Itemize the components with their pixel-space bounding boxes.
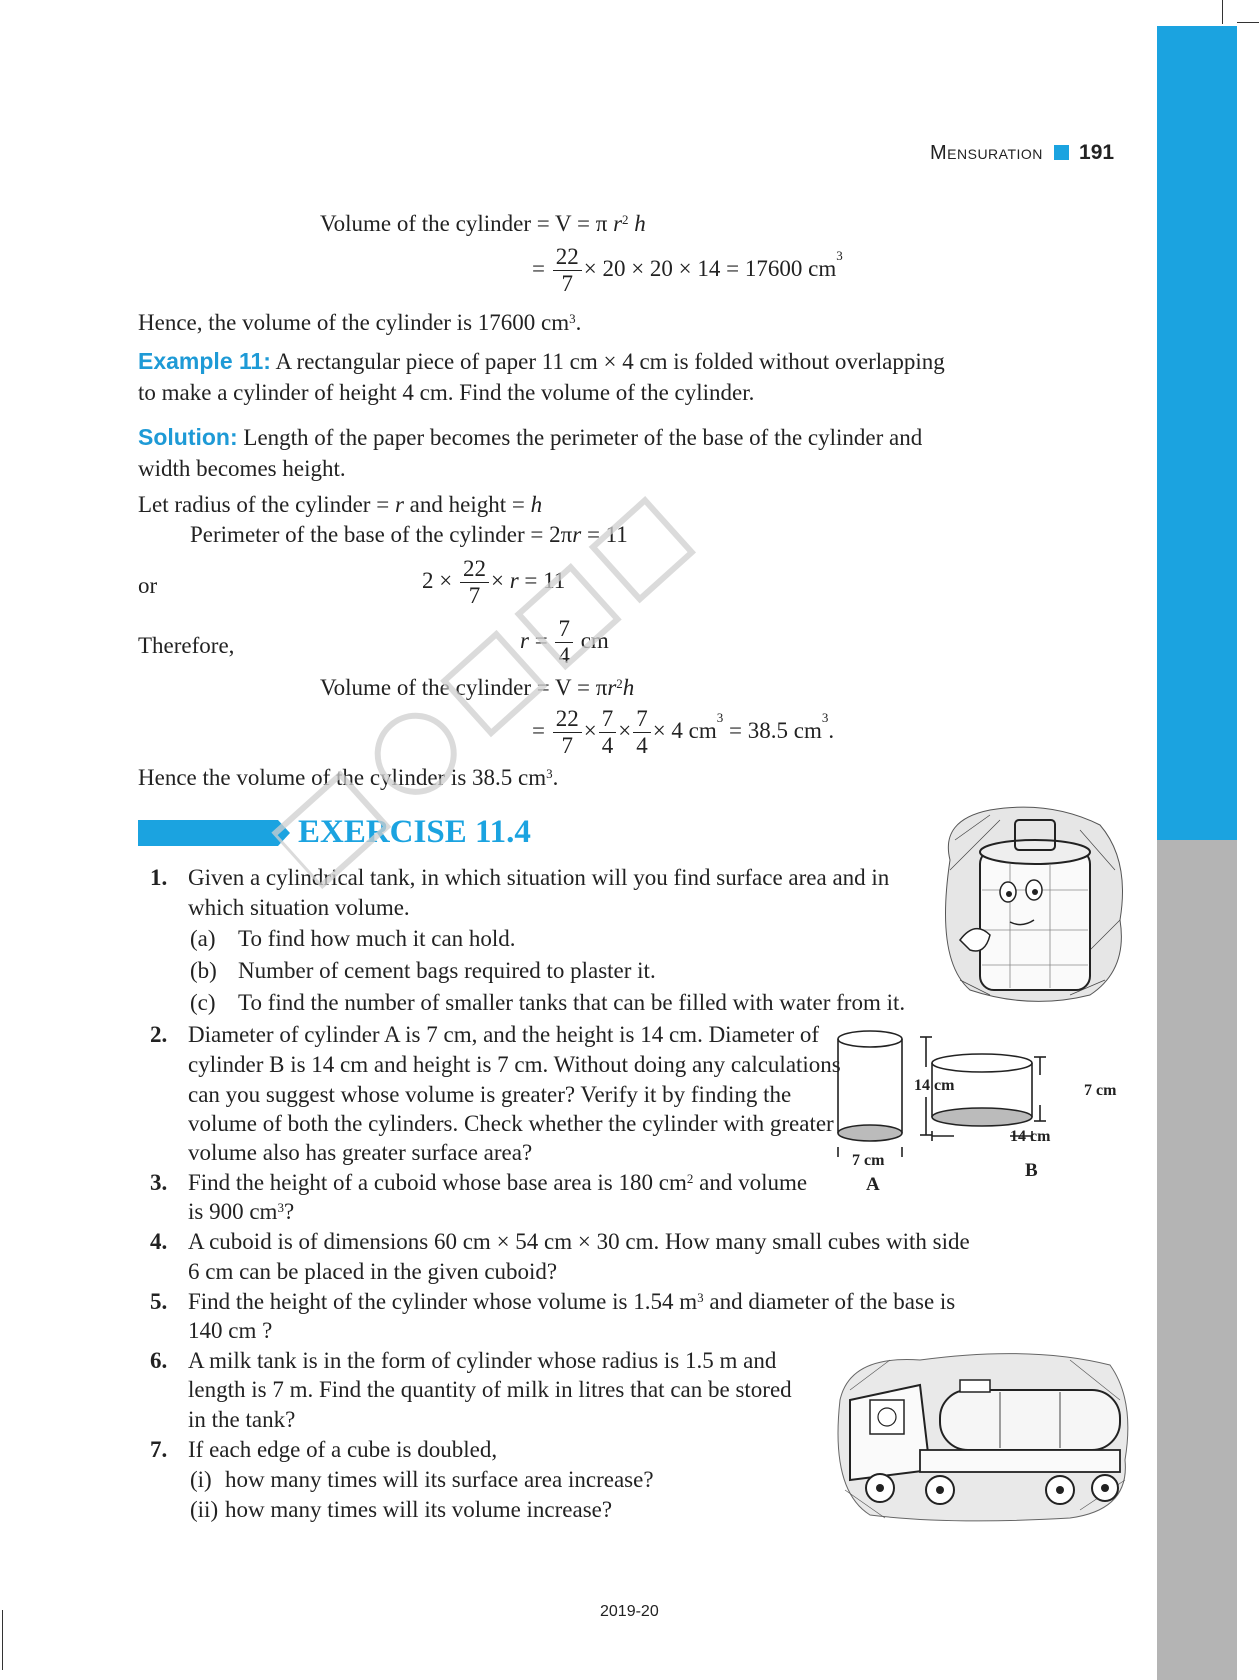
volume-label: Volume of the cylinder = V = π bbox=[320, 675, 608, 700]
times: × bbox=[583, 717, 597, 743]
sup: 3 bbox=[716, 710, 724, 725]
fraction-7-4 bbox=[599, 706, 617, 759]
crop-mark-top bbox=[1222, 0, 1223, 24]
example-label: Example 11: bbox=[138, 348, 271, 374]
q6-number: 6. bbox=[150, 1348, 168, 1373]
section-title: Mensuration bbox=[930, 142, 1043, 164]
q1-number: 1. bbox=[150, 865, 168, 890]
q7-i-label: (i) bbox=[190, 1467, 212, 1492]
fraction-numerator: 22 bbox=[553, 244, 582, 271]
fraction-numerator: 22 bbox=[460, 556, 489, 583]
q2-line-2: cylinder B is 14 cm and height is 7 cm. Without doing any calculations bbox=[188, 1052, 841, 1077]
q3-line-1 bbox=[188, 1167, 807, 1198]
running-header bbox=[930, 141, 1114, 165]
q1-a-label: (a) bbox=[190, 926, 216, 951]
var-r: r bbox=[613, 211, 623, 236]
q7-i: how many times will its surface area increase? bbox=[225, 1467, 654, 1492]
q7-ii-label: (ii) bbox=[190, 1497, 219, 1522]
top-conclusion bbox=[138, 307, 581, 338]
milk-tanker-illustration bbox=[830, 1340, 1140, 1525]
fraction-denominator: 4 bbox=[636, 733, 648, 758]
solution-line-1: Length of the paper becomes the perimeter of the base of the cylinder and bbox=[237, 425, 923, 450]
q2-line-3: can you suggest whose volume is greater? Verify it by finding the bbox=[188, 1082, 792, 1107]
calc-rest: × 20 × 20 × 14 = 17600 cm bbox=[583, 255, 837, 281]
let-line bbox=[138, 489, 542, 520]
q5-line-1 bbox=[188, 1286, 955, 1317]
let-mid: and height = bbox=[403, 492, 531, 517]
unit-cm: cm bbox=[574, 627, 609, 653]
fraction-22-7 bbox=[553, 244, 582, 297]
q4-number: 4. bbox=[150, 1229, 168, 1254]
page-number: 191 bbox=[1079, 141, 1115, 164]
fraction-denominator: 4 bbox=[558, 643, 570, 668]
q1-line-2: which situation volume. bbox=[188, 895, 410, 920]
fraction-denominator: 7 bbox=[561, 271, 573, 296]
q7-number: 7. bbox=[150, 1437, 168, 1462]
q3-text-end: and volume bbox=[693, 1170, 808, 1195]
q2-number: 2. bbox=[150, 1022, 168, 1047]
fraction-numerator: 22 bbox=[553, 706, 582, 733]
let-text: Let radius of the cylinder = bbox=[138, 492, 395, 517]
q3-text: is 900 cm bbox=[188, 1199, 278, 1224]
var-h: h bbox=[628, 211, 646, 236]
q4-line-2: 6 cm can be placed in the given cuboid? bbox=[188, 1259, 558, 1284]
or-end: = 11 bbox=[518, 567, 566, 593]
example-11 bbox=[138, 346, 945, 377]
period: . bbox=[552, 765, 559, 790]
equals: = bbox=[532, 255, 551, 281]
q6-line-1: A milk tank is in the form of cylinder whose radius is 1.5 m and bbox=[188, 1348, 777, 1373]
q5-text-end: and diameter of the base is bbox=[703, 1289, 956, 1314]
equals: = bbox=[532, 717, 551, 743]
calc-end: = 38.5 cm bbox=[723, 717, 822, 743]
var-r: r bbox=[394, 492, 404, 517]
cylinder-a-label: A bbox=[866, 1174, 880, 1195]
cylinder-b-height-label: 7 cm bbox=[1084, 1082, 1117, 1099]
example-line-1: A rectangular piece of paper 11 cm × 4 cm is folded without overlapping bbox=[270, 349, 945, 374]
cylinder-a-diameter-label: 7 cm bbox=[852, 1152, 885, 1169]
fraction-numerator: 7 bbox=[555, 616, 573, 643]
q1-c: To find the number of smaller tanks that can be filled with water from it. bbox=[238, 990, 906, 1015]
q5-line-2: 140 cm ? bbox=[188, 1318, 273, 1343]
solution bbox=[138, 422, 922, 453]
q1-a: To find how much it can hold. bbox=[238, 926, 516, 951]
q5-text: Find the height of the cylinder whose volume is 1.54 m bbox=[188, 1289, 698, 1314]
sup: 3 bbox=[697, 1290, 704, 1305]
var-h: h bbox=[530, 492, 543, 517]
sup: 3 bbox=[821, 710, 829, 725]
q3-line-2 bbox=[188, 1196, 294, 1227]
tank-cartoon-illustration bbox=[930, 800, 1130, 1015]
q1-b: Number of cement bags required to plaster it. bbox=[238, 958, 656, 983]
exercise-title: EXERCISE 11.4 bbox=[298, 814, 531, 850]
sup: 2 bbox=[686, 1171, 694, 1186]
q2-line-5: volume also has greater surface area? bbox=[188, 1140, 533, 1165]
sup: 3 bbox=[277, 1200, 284, 1215]
top-volume-line bbox=[320, 208, 646, 239]
sup: 2 bbox=[616, 676, 623, 691]
fraction-denominator: 7 bbox=[468, 583, 481, 608]
sup: 3 bbox=[836, 248, 843, 263]
perimeter-end: = 11 bbox=[581, 522, 628, 547]
sup: 3 bbox=[569, 311, 576, 326]
q3-text-end: ? bbox=[283, 1199, 295, 1224]
q3-number: 3. bbox=[150, 1170, 168, 1195]
q1-c-label: (c) bbox=[190, 990, 216, 1015]
var-r: r bbox=[572, 522, 582, 547]
cylinder-a-height-label: 14 cm bbox=[914, 1077, 955, 1094]
fraction-numerator: 7 bbox=[599, 706, 617, 733]
q6-line-3: in the tank? bbox=[188, 1407, 296, 1432]
solution-label: Solution: bbox=[138, 424, 238, 450]
q5-number: 5. bbox=[150, 1289, 168, 1314]
or-mid: × bbox=[490, 567, 510, 593]
fraction-numerator: 7 bbox=[633, 706, 651, 733]
fraction-denominator: 4 bbox=[601, 733, 614, 758]
sup: 3 bbox=[546, 766, 553, 781]
period: . bbox=[575, 310, 582, 335]
perimeter-text: Perimeter of the base of the cylinder = 2π bbox=[190, 522, 573, 547]
q6-line-2: length is 7 m. Find the quantity of milk in litres that can be stored bbox=[188, 1377, 792, 1402]
footer-year: 2019-20 bbox=[600, 1603, 659, 1620]
top-volume-calc bbox=[532, 244, 843, 297]
sup: 2 bbox=[622, 212, 629, 227]
var-r: r bbox=[509, 567, 519, 593]
q4-line-1: A cuboid is of dimensions 60 cm × 54 cm × 30 cm. How many small cubes with side bbox=[188, 1229, 970, 1254]
or-pre: 2 × bbox=[422, 567, 458, 593]
q7-line: If each edge of a cube is doubled, bbox=[188, 1437, 498, 1462]
crop-mark-bottom-left bbox=[2, 1610, 3, 1670]
cylinder-b-diameter-label: 14 cm bbox=[1010, 1128, 1051, 1145]
var-h: h bbox=[622, 675, 635, 700]
solution-line-2: width becomes height. bbox=[138, 456, 346, 481]
fraction-denominator: 7 bbox=[561, 733, 573, 758]
q3-text: Find the height of a cuboid whose base area is 180 cm bbox=[188, 1170, 687, 1195]
crop-mark-top-right bbox=[1237, 22, 1259, 23]
side-tab-gray bbox=[1157, 840, 1237, 1680]
calc-rest: × 4 cm bbox=[652, 717, 717, 743]
times: × bbox=[618, 717, 632, 743]
perimeter-line bbox=[190, 519, 628, 550]
fraction-7-4 bbox=[633, 706, 651, 759]
q1-b-label: (b) bbox=[190, 958, 217, 983]
q1-line-1: Given a cylindrical tank, in which situation will you find surface area and in bbox=[188, 865, 890, 890]
cylinder-b-label: B bbox=[1025, 1160, 1038, 1181]
var-r: r bbox=[520, 627, 529, 653]
period: . bbox=[828, 717, 835, 743]
var-r: r bbox=[607, 675, 617, 700]
therefore-label: Therefore, bbox=[138, 633, 235, 658]
equals: = bbox=[528, 627, 554, 653]
side-tab-blue bbox=[1157, 26, 1237, 840]
volume-label: Volume of the cylinder = V = π bbox=[320, 211, 614, 236]
or-label: or bbox=[138, 573, 158, 598]
example-11-line-2: to make a cylinder of height 4 cm. Find the volume of the cylinder. bbox=[138, 380, 755, 405]
header-square-icon bbox=[1054, 145, 1069, 160]
conclusion-text: Hence, the volume of the cylinder is 17600 cm bbox=[138, 310, 570, 335]
conclusion-text: Hence the volume of the cylinder is 38.5 cm bbox=[138, 765, 547, 790]
fraction-22-7 bbox=[460, 556, 489, 609]
q2-line-4: volume of both the cylinders. Check whether the cylinder with greater bbox=[188, 1111, 834, 1136]
q2-line-1: Diameter of cylinder A is 7 cm, and the height is 14 cm. Diameter of bbox=[188, 1022, 820, 1047]
q7-ii: how many times will its volume increase? bbox=[225, 1497, 613, 1522]
